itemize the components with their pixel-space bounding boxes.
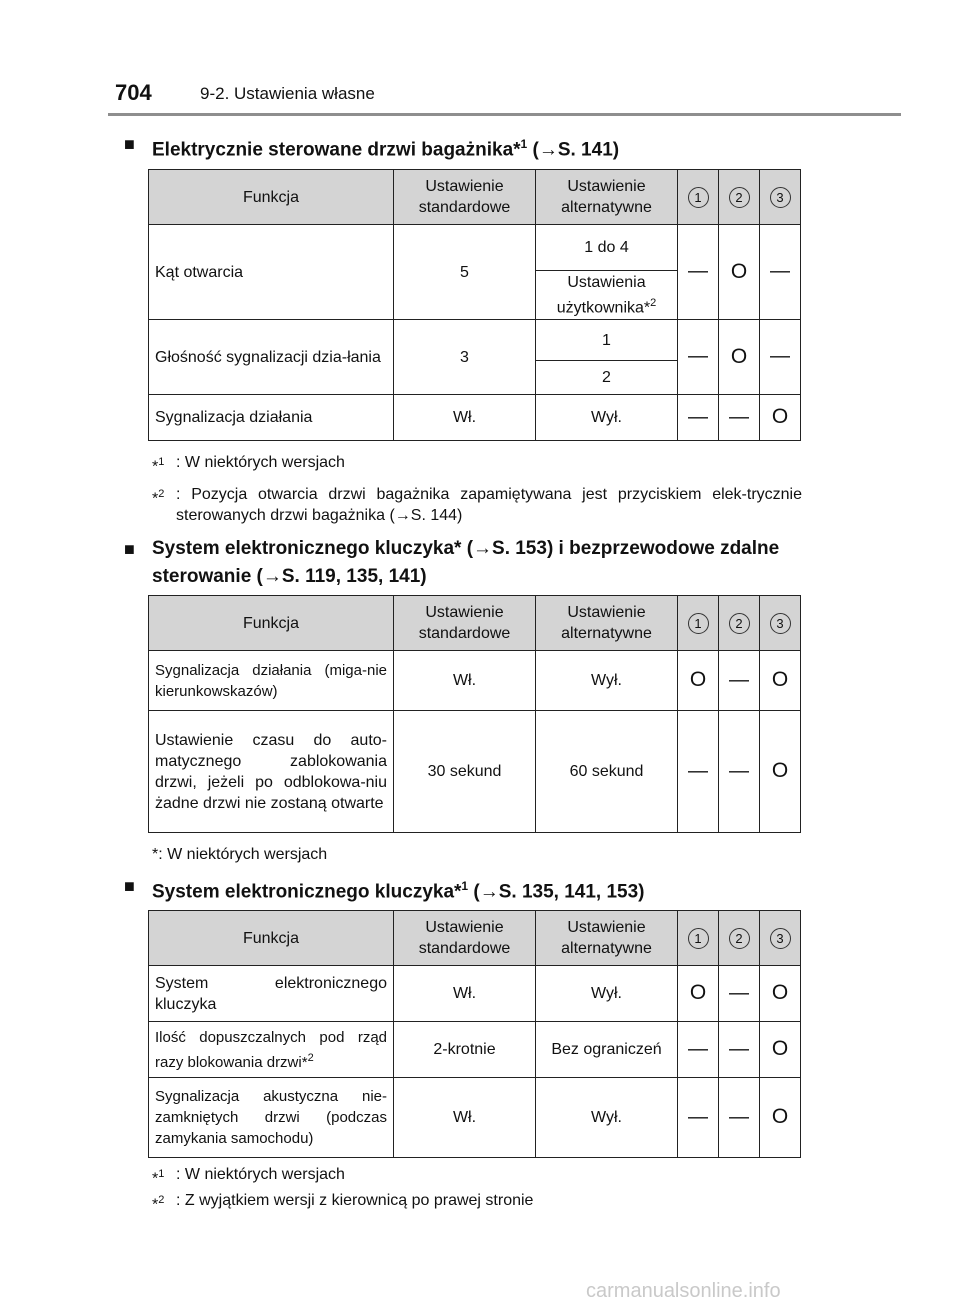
cell-mark-2: — — [719, 711, 760, 833]
table-row — [149, 966, 801, 1022]
cell-mark-2: — — [719, 395, 760, 441]
col-header-3 — [760, 170, 801, 225]
col-header-alternative: Ustawienie alternatywne — [536, 170, 678, 225]
circle-number-icon: 1 — [688, 613, 709, 634]
cell-mark-3: O — [760, 651, 801, 711]
col-header-default: Ustawienie standardowe — [394, 911, 536, 966]
col-header-default: Ustawienie standardowe — [394, 170, 536, 225]
cell-function: Kąt otwarcia — [149, 225, 394, 320]
alt-option: 1 — [602, 331, 611, 349]
cell-mark-1: O — [678, 966, 719, 1022]
cell-alternative: Bez ograniczeń — [536, 1022, 678, 1078]
chapter-title: 9-2. Ustawienia własne — [200, 84, 375, 103]
cell-mark-2: — — [719, 966, 760, 1022]
cell-mark-1: O — [678, 651, 719, 711]
circle-number-icon: 3 — [770, 187, 791, 208]
table-header-row — [149, 596, 801, 651]
cell-function: Sygnalizacja akustyczna nie-zamkniętych drzwi (podczas zamykania samochodu) — [149, 1078, 394, 1158]
cell-default: 30 sekund — [394, 711, 536, 833]
cell-mark-3: O — [760, 1022, 801, 1078]
cell-alternative: Wył. — [536, 1078, 678, 1158]
table-row — [149, 395, 801, 441]
cell-default: Wł. — [394, 651, 536, 711]
cell-default: 2-krotnie — [394, 1022, 536, 1078]
square-bullet-icon: ■ — [124, 134, 135, 154]
section3-title: ■ System elektronicznego kluczyka*$^1$ (→S. 135, 141, 153) — [152, 872, 832, 906]
section2-title: ■ System elektronicznego kluczyka* (→S. 153) i bezprzewodowe zdalne sterowanie (→S. 119, 135, 141) — [152, 535, 832, 591]
section1-table — [148, 169, 801, 441]
cell-default: 5 — [394, 225, 536, 320]
col-header-2 — [719, 911, 760, 966]
table-row — [149, 1078, 801, 1158]
col-header-3 — [760, 911, 801, 966]
col-header-1 — [678, 596, 719, 651]
cell-mark-3: O — [760, 966, 801, 1022]
table-row — [149, 651, 801, 711]
cell-mark-2: O — [719, 225, 760, 320]
circle-number-icon: 2 — [729, 187, 750, 208]
alt-option: Ustawienia użytkownika*$^2$ — [536, 270, 677, 319]
col-header-2 — [719, 596, 760, 651]
cell-alternative: 60 sekund — [536, 711, 678, 833]
col-header-alternative: Ustawienie alternatywne — [536, 911, 678, 966]
cell-default: Wł. — [394, 395, 536, 441]
cell-mark-3: O — [760, 395, 801, 441]
cell-alternative — [536, 320, 678, 395]
cell-mark-3: — — [760, 320, 801, 395]
cell-mark-1: — — [678, 320, 719, 395]
col-header-2 — [719, 170, 760, 225]
circle-number-icon: 2 — [729, 613, 750, 634]
section1-title: ■ Elektrycznie sterowane drzwi bagażnika*$^1$ (→S. 141) — [152, 130, 832, 164]
cell-default: 3 — [394, 320, 536, 395]
cell-function: Sygnalizacja działania — [149, 395, 394, 441]
cell-default: Wł. — [394, 1078, 536, 1158]
page-number: 704 — [115, 80, 152, 105]
cell-mark-2: — — [719, 651, 760, 711]
cell-mark-1: — — [678, 1022, 719, 1078]
square-bullet-icon: ■ — [124, 876, 135, 896]
circle-number-icon: 2 — [729, 928, 750, 949]
cell-function: System elektronicznego kluczyka — [149, 966, 394, 1022]
cell-mark-1: — — [678, 1078, 719, 1158]
section3-table — [148, 910, 801, 1158]
footnote: *$^2$ : Pozycja otwarcia drzwi bagażnika zapamiętywana jest przyciskiem elek-trycznie sterowanych drzwi bagażnika (→S. 144) — [152, 486, 802, 524]
footnote: *$^1$ : W niektórych wersjach — [152, 454, 345, 476]
cell-function: Ilość dopuszczalnych pod rząd razy blokowania drzwi*$^2$ — [149, 1022, 394, 1078]
footnote: *$^2$ : Z wyjątkiem wersji z kierownicą po prawej stronie — [152, 1192, 534, 1214]
page-header — [0, 0, 960, 120]
table-row — [149, 711, 801, 833]
col-header-1 — [678, 911, 719, 966]
watermark: carmanualsonline.info — [586, 1280, 781, 1302]
cell-mark-3: — — [760, 225, 801, 320]
table-row — [149, 225, 801, 320]
col-header-1 — [678, 170, 719, 225]
cell-function: Sygnalizacja działania (miga-nie kierunkowskazów) — [149, 651, 394, 711]
circle-number-icon: 3 — [770, 928, 791, 949]
cell-mark-2: — — [719, 1022, 760, 1078]
cell-mark-2: O — [719, 320, 760, 395]
circle-number-icon: 3 — [770, 613, 791, 634]
cell-alternative: Wył. — [536, 395, 678, 441]
table-header-row — [149, 170, 801, 225]
cell-mark-2: — — [719, 1078, 760, 1158]
cell-function: Głośność sygnalizacji dzia-łania — [149, 320, 394, 395]
cell-alternative: Wył. — [536, 966, 678, 1022]
table-row — [149, 1022, 801, 1078]
footnote: *: W niektórych wersjach — [152, 846, 328, 863]
alt-option: 1 do 4 — [584, 239, 629, 256]
col-header-function: Funkcja — [149, 170, 394, 225]
cell-mark-1: — — [678, 395, 719, 441]
cell-mark-3: O — [760, 1078, 801, 1158]
col-header-default: Ustawienie standardowe — [394, 596, 536, 651]
table-row — [149, 320, 801, 395]
col-header-alternative: Ustawienie alternatywne — [536, 596, 678, 651]
cell-alternative — [536, 225, 678, 320]
circle-number-icon: 1 — [688, 928, 709, 949]
cell-mark-1: — — [678, 711, 719, 833]
cell-mark-1: — — [678, 225, 719, 320]
alt-option: 2 — [536, 360, 677, 394]
cell-mark-3: O — [760, 711, 801, 833]
section2-table — [148, 595, 801, 833]
circle-number-icon: 1 — [688, 187, 709, 208]
square-bullet-icon: ■ — [124, 539, 135, 559]
footnote: *$^1$ : W niektórych wersjach — [152, 1166, 345, 1188]
table-header-row — [149, 911, 801, 966]
cell-function: Ustawienie czasu do auto-matycznego zablokowania drzwi, jeżeli po odblokowa-niu żadne drzwi nie zostaną otwarte — [149, 711, 394, 833]
col-header-3 — [760, 596, 801, 651]
cell-alternative: Wył. — [536, 651, 678, 711]
col-header-function: Funkcja — [149, 596, 394, 651]
header-divider — [108, 113, 901, 116]
col-header-function: Funkcja — [149, 911, 394, 966]
cell-default: Wł. — [394, 966, 536, 1022]
